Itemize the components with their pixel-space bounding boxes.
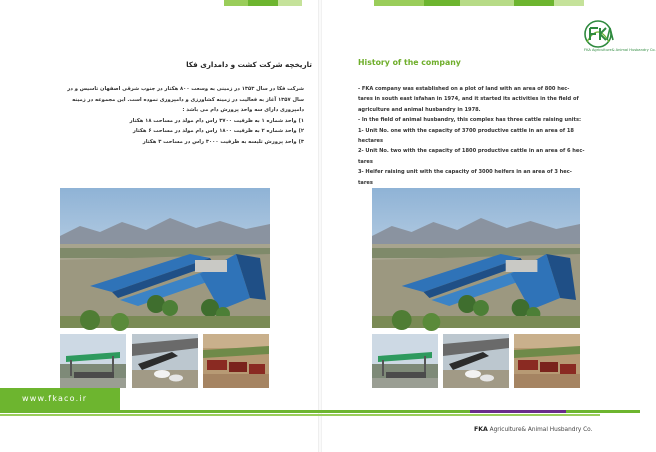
english-line: - FKA company was established on a plot of land with an area of 800 hec- bbox=[358, 86, 570, 92]
persian-line: ۳) واحد پرورش تلیسه به ظرفیت ۳۰۰۰ راس در مساحت ۳ هکتار bbox=[142, 138, 304, 145]
english-line: 2- Unit No. two with the capacity of 1800 productive cattle in an area of 6 hec- bbox=[358, 148, 585, 155]
feeding-shed-photo bbox=[443, 334, 509, 388]
persian-line: دامپروری دارای سه واحد پرورش دام می باشد : bbox=[182, 107, 304, 114]
farm-aerial-photo bbox=[60, 188, 270, 328]
footer-company-name: Agriculture& Animal Husbandry Co. bbox=[489, 427, 593, 433]
persian-body bbox=[67, 84, 304, 148]
website-link[interactable]: www.fkaco.ir bbox=[0, 388, 120, 410]
page-fold bbox=[318, 0, 322, 452]
english-line: tares bbox=[358, 179, 373, 186]
top-color-bar bbox=[224, 0, 302, 6]
logo-caption: FKA Agriculture& Animal Husbandry Co. bbox=[584, 48, 656, 52]
fka-logo-icon bbox=[572, 18, 624, 58]
english-title: History of the company bbox=[358, 58, 461, 67]
english-line: tares bbox=[358, 158, 373, 165]
trucks-photo bbox=[203, 334, 269, 388]
english-line: hectares bbox=[358, 138, 383, 145]
footer-brand: FKA bbox=[474, 426, 488, 433]
english-line: tares in south east isfahan in 1974, and it started its activities in the field of bbox=[358, 96, 579, 103]
english-line: 1- Unit No. one with the capacity of 3700 productive cattle in an area of 18 bbox=[358, 127, 574, 134]
persian-line: ۲) واحد شماره ۲ به ظرفیت ۱۸۰۰ راس دام مولد در مساحت ۶ هکتار bbox=[132, 128, 304, 135]
bottom-accent-stripe bbox=[470, 410, 566, 413]
farm-aerial-photo bbox=[372, 188, 580, 328]
footer-company bbox=[474, 426, 592, 433]
english-body bbox=[358, 84, 590, 188]
barn-photo bbox=[372, 334, 438, 388]
barn-photo bbox=[60, 334, 126, 388]
top-color-bar bbox=[374, 0, 584, 6]
english-line: - In the field of animal husbandry, this complex has three cattle raising units: bbox=[358, 117, 582, 124]
persian-title: تاریخچه شرکت کشت و دامداری فکا bbox=[186, 60, 312, 69]
feeding-shed-photo bbox=[132, 334, 198, 388]
trucks-photo bbox=[514, 334, 580, 388]
persian-line: شرکت فکا در سال ۱۳۵۳ در زمینی به وسعت ۸۰۰ هکتار در جنوب شرقی اصفهان تاسیس و در bbox=[67, 86, 304, 92]
english-line: agriculture and animal husbandry in 1978. bbox=[358, 106, 481, 113]
persian-line: سال ۱۳۵۷ آغاز به فعالیت در زمینه کشاورزی و دامپروری نموده است. این مجموعه در زمینه bbox=[72, 96, 304, 103]
persian-line: ۱) واحد شماره ۱ به ظرفیت ۳۷۰۰ راس دام مولد در مساحت ۱۸ هکتار bbox=[129, 117, 304, 124]
english-line: 3- Heifer raising unit with the capacity of 3000 heifers in an area of 3 hec- bbox=[358, 169, 572, 176]
bottom-stripe bbox=[0, 414, 600, 416]
